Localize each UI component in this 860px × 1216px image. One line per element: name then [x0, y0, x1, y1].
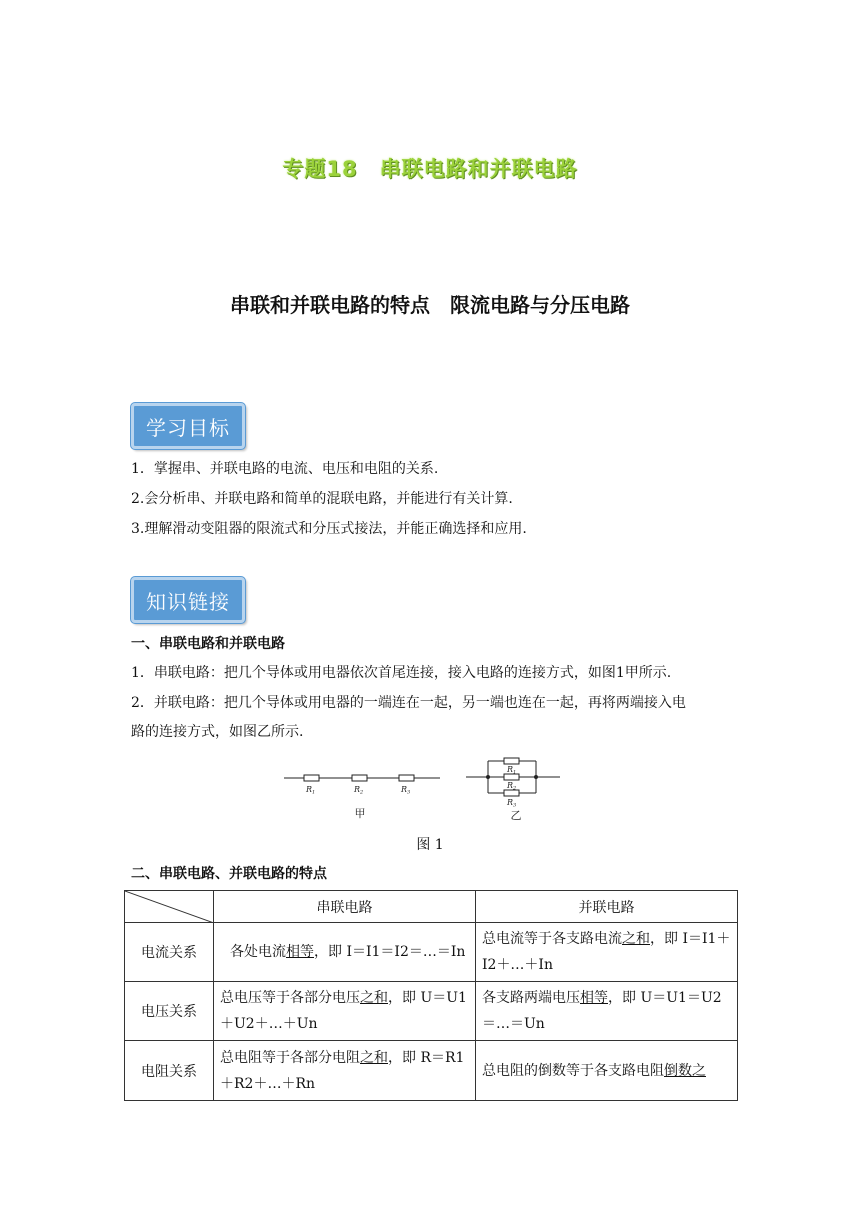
figure-caption: 图 1	[416, 837, 444, 853]
series-r3-label: R3	[401, 785, 411, 796]
goal-item-2: 2.会分析串、并联电路和简单的混联电路，并能进行有关计算.	[131, 491, 513, 507]
corner-diagonal	[125, 891, 214, 923]
knowledge-badge: 知识链接	[131, 577, 245, 623]
resistance-parallel-cell: 总电阻的倒数等于各支路电阻倒数之	[476, 1041, 738, 1101]
parallel-definition-line1: 2．并联电路：把几个导体或用电器的一端连在一起，另一端也连在一起，再将两端接入电	[131, 695, 686, 711]
document-subtitle: 串联和并联电路的特点 限流电路与分压电路	[230, 293, 630, 317]
row-header-voltage: 电压关系	[125, 982, 214, 1041]
parallel-r3-label: R3	[507, 798, 517, 809]
parallel-label: 乙	[510, 809, 522, 822]
corner-cell	[125, 891, 214, 923]
current-parallel-cell: 总电流等于各支路电流之和，即 I＝I1＋I2＋…＋In	[476, 923, 738, 982]
voltage-series-cell: 总电压等于各部分电压之和，即 U＝U1＋U2＋…＋Un	[214, 982, 476, 1041]
table-row	[125, 923, 738, 982]
goal-item-3: 3.理解滑动变阻器的限流式和分压式接法，并能正确选择和应用.	[131, 521, 527, 537]
current-series-cell: 各处电流相等，即 I＝I1＝I2＝…＝In	[214, 923, 476, 982]
parallel-r2-label: R2	[507, 781, 517, 792]
series-r2-label: R2	[354, 785, 364, 796]
section-1-heading: 一、串联电路和并联电路	[131, 636, 285, 652]
row-header-resistance: 电阻关系	[125, 1041, 214, 1101]
table-header-row	[125, 891, 738, 923]
parallel-r1-label: R1	[507, 765, 517, 776]
document-title: 专题18 串联电路和并联电路	[282, 157, 578, 181]
series-definition: 1．串联电路：把几个导体或用电器依次首尾连接，接入电路的连接方式，如图1甲所示.	[131, 665, 672, 681]
series-circuit	[284, 775, 440, 781]
series-label: 甲	[354, 807, 366, 820]
voltage-parallel-cell: 各支路两端电压相等，即 U＝U1＝U2＝…＝Un	[476, 982, 738, 1041]
table-row	[125, 982, 738, 1041]
circuit-figure	[280, 750, 570, 825]
row-header-current: 电流关系	[125, 923, 214, 982]
resistance-series-cell: 总电阻等于各部分电阻之和，即 R＝R1＋R2＋…＋Rn	[214, 1041, 476, 1101]
series-r1-label: R1	[306, 785, 316, 796]
table-row	[125, 1041, 738, 1101]
col-header-parallel: 并联电路	[476, 891, 738, 923]
col-header-series: 串联电路	[214, 891, 476, 923]
comparison-table	[124, 890, 738, 1101]
goal-item-1: 1．掌握串、并联电路的电流、电压和电阻的关系.	[131, 461, 439, 477]
section-2-heading: 二、串联电路、并联电路的特点	[131, 866, 327, 882]
parallel-definition-line2: 路的连接方式，如图乙所示.	[131, 724, 304, 740]
goals-badge: 学习目标	[131, 403, 245, 449]
